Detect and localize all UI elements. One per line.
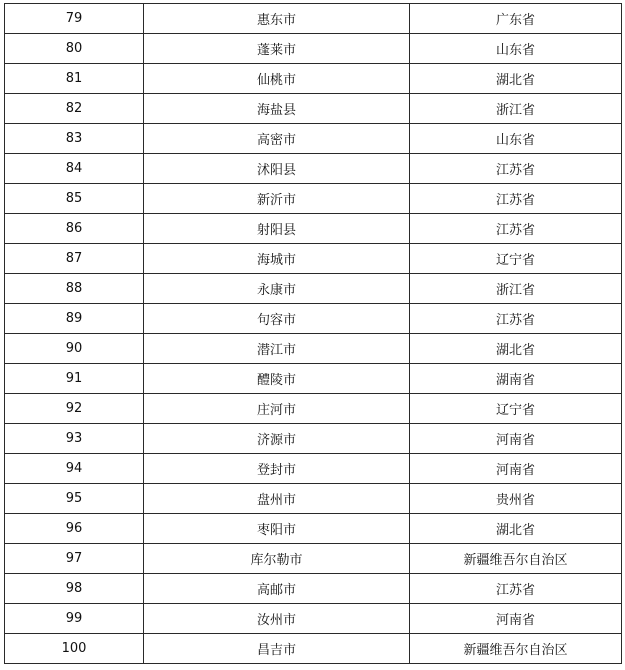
city-cell: 高密市: [144, 124, 410, 154]
city-cell: 汝州市: [144, 604, 410, 634]
rank-cell: 94: [5, 454, 144, 484]
province-cell: 辽宁省: [410, 244, 622, 274]
table-row: [5, 154, 622, 184]
rank-cell: 87: [5, 244, 144, 274]
rank-cell: 88: [5, 274, 144, 304]
rank-cell: 89: [5, 304, 144, 334]
table-row: [5, 544, 622, 574]
rank-cell: 97: [5, 544, 144, 574]
table-row: [5, 364, 622, 394]
rank-cell: 90: [5, 334, 144, 364]
city-cell: 枣阳市: [144, 514, 410, 544]
city-cell: 射阳县: [144, 214, 410, 244]
rank-cell: 79: [5, 4, 144, 34]
ranking-table-body: [5, 4, 622, 664]
city-cell: 高邮市: [144, 574, 410, 604]
rank-cell: 92: [5, 394, 144, 424]
province-cell: 湖北省: [410, 64, 622, 94]
city-cell: 仙桃市: [144, 64, 410, 94]
province-cell: 辽宁省: [410, 394, 622, 424]
city-cell: 永康市: [144, 274, 410, 304]
table-row: [5, 64, 622, 94]
rank-cell: 95: [5, 484, 144, 514]
city-cell: 盘州市: [144, 484, 410, 514]
table-row: [5, 454, 622, 484]
province-cell: 江苏省: [410, 214, 622, 244]
rank-cell: 96: [5, 514, 144, 544]
province-cell: 浙江省: [410, 274, 622, 304]
table-row: [5, 334, 622, 364]
table-row: [5, 514, 622, 544]
rank-cell: 99: [5, 604, 144, 634]
table-row: [5, 574, 622, 604]
province-cell: 江苏省: [410, 184, 622, 214]
table-row: [5, 604, 622, 634]
table-row: [5, 4, 622, 34]
province-cell: 贵州省: [410, 484, 622, 514]
province-cell: 河南省: [410, 604, 622, 634]
province-cell: 新疆维吾尔自治区: [410, 634, 622, 664]
rank-cell: 83: [5, 124, 144, 154]
table-row: [5, 214, 622, 244]
province-cell: 江苏省: [410, 304, 622, 334]
city-cell: 登封市: [144, 454, 410, 484]
city-cell: 醴陵市: [144, 364, 410, 394]
city-cell: 昌吉市: [144, 634, 410, 664]
city-cell: 庄河市: [144, 394, 410, 424]
rank-cell: 82: [5, 94, 144, 124]
table-row: [5, 634, 622, 664]
table-row: [5, 34, 622, 64]
rank-cell: 100: [5, 634, 144, 664]
table-row: [5, 94, 622, 124]
rank-cell: 93: [5, 424, 144, 454]
province-cell: 湖北省: [410, 334, 622, 364]
table-row: [5, 274, 622, 304]
province-cell: 新疆维吾尔自治区: [410, 544, 622, 574]
city-cell: 惠东市: [144, 4, 410, 34]
province-cell: 江苏省: [410, 574, 622, 604]
city-cell: 潜江市: [144, 334, 410, 364]
city-cell: 沭阳县: [144, 154, 410, 184]
city-cell: 海城市: [144, 244, 410, 274]
province-cell: 广东省: [410, 4, 622, 34]
table-row: [5, 484, 622, 514]
city-cell: 海盐县: [144, 94, 410, 124]
rank-cell: 81: [5, 64, 144, 94]
city-cell: 库尔勒市: [144, 544, 410, 574]
province-cell: 湖南省: [410, 364, 622, 394]
city-cell: 句容市: [144, 304, 410, 334]
rank-cell: 91: [5, 364, 144, 394]
city-cell: 新沂市: [144, 184, 410, 214]
table-row: [5, 124, 622, 154]
city-cell: 济源市: [144, 424, 410, 454]
table-row: [5, 424, 622, 454]
rank-cell: 84: [5, 154, 144, 184]
province-cell: 河南省: [410, 424, 622, 454]
city-cell: 蓬莱市: [144, 34, 410, 64]
province-cell: 河南省: [410, 454, 622, 484]
province-cell: 山东省: [410, 34, 622, 64]
table-row: [5, 394, 622, 424]
table-row: [5, 184, 622, 214]
province-cell: 湖北省: [410, 514, 622, 544]
rank-cell: 86: [5, 214, 144, 244]
ranking-table: [4, 3, 622, 664]
table-row: [5, 244, 622, 274]
rank-cell: 80: [5, 34, 144, 64]
province-cell: 江苏省: [410, 154, 622, 184]
table-row: [5, 304, 622, 334]
province-cell: 山东省: [410, 124, 622, 154]
province-cell: 浙江省: [410, 94, 622, 124]
rank-cell: 85: [5, 184, 144, 214]
rank-cell: 98: [5, 574, 144, 604]
